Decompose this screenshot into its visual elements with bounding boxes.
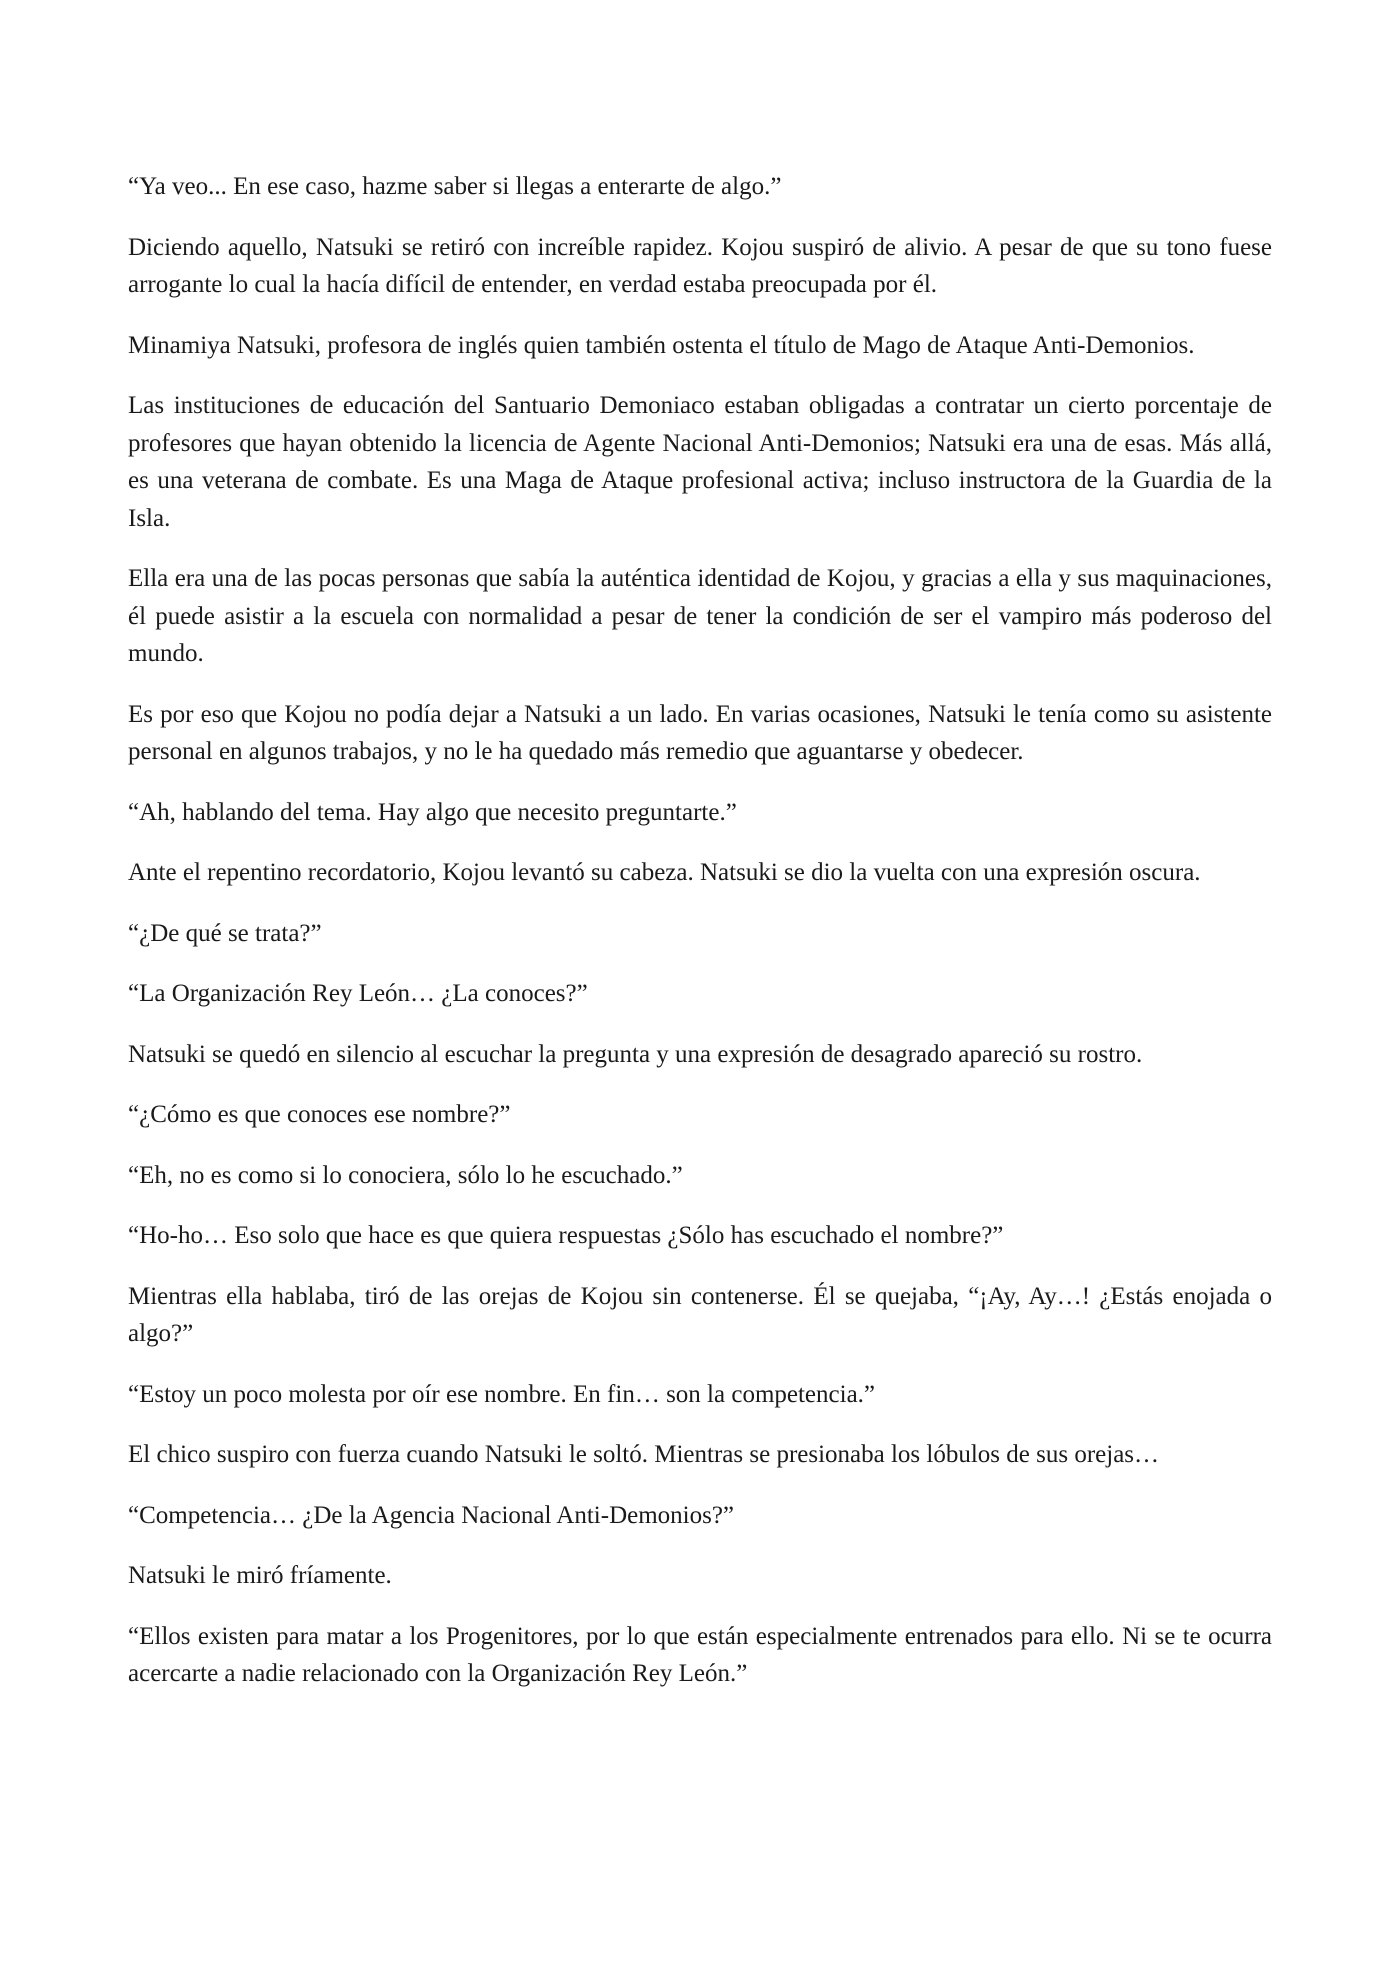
paragraph: Mientras ella hablaba, tiró de las orejas de Kojou sin contenerse. Él se quejaba, “¡Ay, Ay…! ¿Estás enojada o algo?” [128, 1282, 1272, 1347]
paragraph: “Estoy un poco molesta por oír ese nombre. En fin… son la competencia.” [128, 1380, 876, 1408]
paragraph: Diciendo aquello, Natsuki se retiró con increíble rapidez. Kojou suspiró de alivio. A pesar de que su tono fuese arrogante lo cual la hacía difícil de entender, en verdad estaba preocupada por él. [128, 233, 1272, 298]
paragraph: “La Organización Rey León… ¿La conoces?” [128, 980, 588, 1007]
paragraph: “Eh, no es como si lo conociera, sólo lo he escuchado.” [128, 1161, 683, 1189]
paragraph: Natsuki le miró fríamente. [128, 1562, 392, 1589]
body-text [128, 168, 1272, 1716]
paragraph: El chico suspiro con fuerza cuando Natsuki le soltó. Mientras se presionaba los lóbulos de sus orejas… [128, 1441, 1160, 1468]
paragraph: “¿De qué se trata?” [128, 919, 322, 947]
paragraph: Natsuki se quedó en silencio al escuchar la pregunta y una expresión de desagrado apareció su rostro. [128, 1040, 1143, 1068]
paragraph: “Ah, hablando del tema. Hay algo que necesito preguntarte.” [128, 798, 737, 826]
paragraph: Es por eso que Kojou no podía dejar a Natsuki a un lado. En varias ocasiones, Natsuki le tenía como su asistente personal en algunos trabajos, y no le ha quedado más remedio que aguantarse y obedecer. [128, 700, 1272, 765]
paragraph: Las instituciones de educación del Santuario Demoniaco estaban obligadas a contratar un cierto porcentaje de profesores que hayan obtenido la licencia de Agente Nacional Anti-Demonios; Natsuki era una de esas. Más allá, es una veterana de combate. Es una Maga de Ataque profesional activa; incluso instructora de la Guardia de la Isla. [128, 392, 1272, 532]
paragraph: Ella era una de las pocas personas que sabía la auténtica identidad de Kojou, y gracias a ella y sus maquinaciones, él puede asistir a la escuela con normalidad a pesar de tener la condición de ser el vampiro más poderoso del mundo. [128, 565, 1272, 667]
paragraph: “Ho-ho… Eso solo que hace es que quiera respuestas ¿Sólo has escuchado el nombre?” [128, 1222, 1004, 1249]
paragraph: “Competencia… ¿De la Agencia Nacional Anti-Demonios?” [128, 1501, 735, 1529]
paragraph: Minamiya Natsuki, profesora de inglés quien también ostenta el título de Mago de Ataque Anti-Demonios. [128, 331, 1195, 359]
paragraph: “Ya veo... En ese caso, hazme saber si llegas a enterarte de algo.” [128, 173, 782, 200]
paragraph: Ante el repentino recordatorio, Kojou levantó su cabeza. Natsuki se dio la vuelta con una expresión oscura. [128, 859, 1201, 886]
paragraph: “¿Cómo es que conoces ese nombre?” [128, 1101, 511, 1128]
paragraph: “Ellos existen para matar a los Progenitores, por lo que están especialmente entrenados para ello. Ni se te ocurra acercarte a nadie relacionado con la Organización Rey León.” [128, 1622, 1272, 1687]
